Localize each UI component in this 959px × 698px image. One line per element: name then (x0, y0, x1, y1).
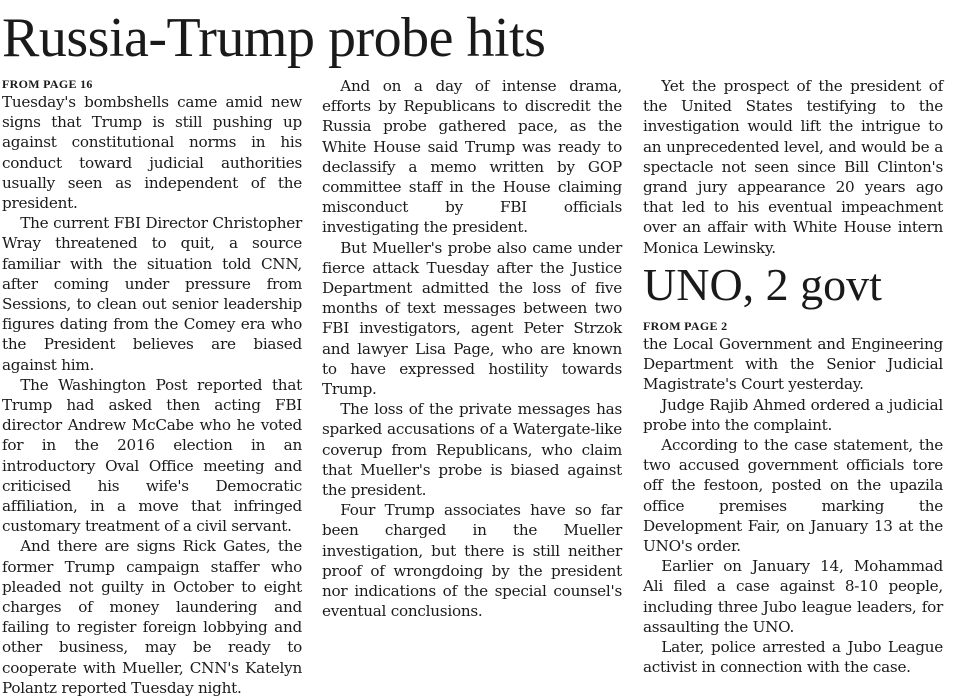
story2-paragraph-2: Judge Rajib Ahmed ordered a judicial probe into the complaint. (643, 395, 943, 434)
story1-paragraph-9: Yet the prospect of the president of the United States testifying to the investigation would lift the intrigue to an unprecedented level, and would be a spectacle not seen since Bill Clinton's grand jury appearance 20 years ago that led to his eventual impeachment over an affair with White House intern Monica Lewinsky. (643, 77, 943, 257)
story1-paragraph-7: The loss of the private messages has sparked accusations of a Watergate-like coverup from Republicans, who claim that Mueller's probe is biased against the president. (322, 400, 622, 500)
story1-paragraph-4: And there are signs Rick Gates, the former Trump campaign staffer who pleaded not guilty in October to eight charges of money laundering and failing to register foreign lobbying and other business, may be ready to cooperate with Mueller, CNN's Katelyn Polantz reported Tuesday night. (2, 537, 302, 697)
story1-paragraph-2: The current FBI Director Christopher Wray threatened to quit, a source familiar with the situation told CNN, after coming under pressure from Sessions, to clean out senior leadership figures dating from the Comey era who the President believes are biased against him. (2, 214, 302, 374)
story2-paragraph-4: Earlier on January 14, Mohammad Ali filed a case against 8-10 people, including three Jubo league leaders, for assaulting the UNO. (643, 557, 943, 636)
story2-headline: UNO, 2 govt (643, 259, 882, 310)
story1-from-page: FROM PAGE 16 (2, 77, 93, 91)
story1-paragraph-5: And on a day of intense drama, efforts by Republicans to discredit the Russia probe gathered pace, as the White House said Trump was ready to declassify a memo written by GOP committee staff in the House claiming misconduct by FBI officials investigating the president. (322, 77, 622, 237)
story2-from-page: FROM PAGE 2 (643, 319, 728, 333)
story1-paragraph-3: The Washington Post reported that Trump had asked then acting FBI director Andrew McCabe who he voted for in the 2016 election in an introductory Oval Office meeting and criticised his wife's Democratic affiliation, in a move that infringed customary treatment of a civil servant. (2, 375, 302, 536)
story1-column-2 (322, 76, 622, 666)
story1-column-1 (2, 76, 302, 697)
story1-paragraph-1: Tuesday's bombshells came amid new signs that Trump is still pushing up against constitutional norms in his conduct toward judicial authorities usually seen as independent of the president. (2, 93, 302, 213)
story2-body (643, 318, 943, 677)
story2-paragraph-3: According to the case statement, the two accused government officials tore off the festoon, posted on the upazila office premises marking the Development Fair, on January 13 at the UNO's order. (643, 436, 943, 556)
story2-paragraph-5: Later, police arrested a Jubo League activist in connection with the case. (643, 638, 943, 677)
story1-headline: Russia-Trump probe hits (2, 7, 546, 69)
story1-column-3 (643, 76, 943, 262)
story1-paragraph-8: Four Trump associates have so far been charged in the Mueller investigation, but there is still neither proof of wrongdoing by the president nor indications of the special counsel's eventual conclusions. (322, 501, 622, 621)
story2-paragraph-1: the Local Government and Engineering Department with the Senior Judicial Magistrate's Court yesterday. (643, 335, 943, 394)
story1-paragraph-6: But Mueller's probe also came under fierce attack Tuesday after the Justice Department admitted the loss of five months of text messages between two FBI investigators, agent Peter Strzok and lawyer Lisa Page, who are known to have expressed hostility towards Trump. (322, 238, 622, 399)
